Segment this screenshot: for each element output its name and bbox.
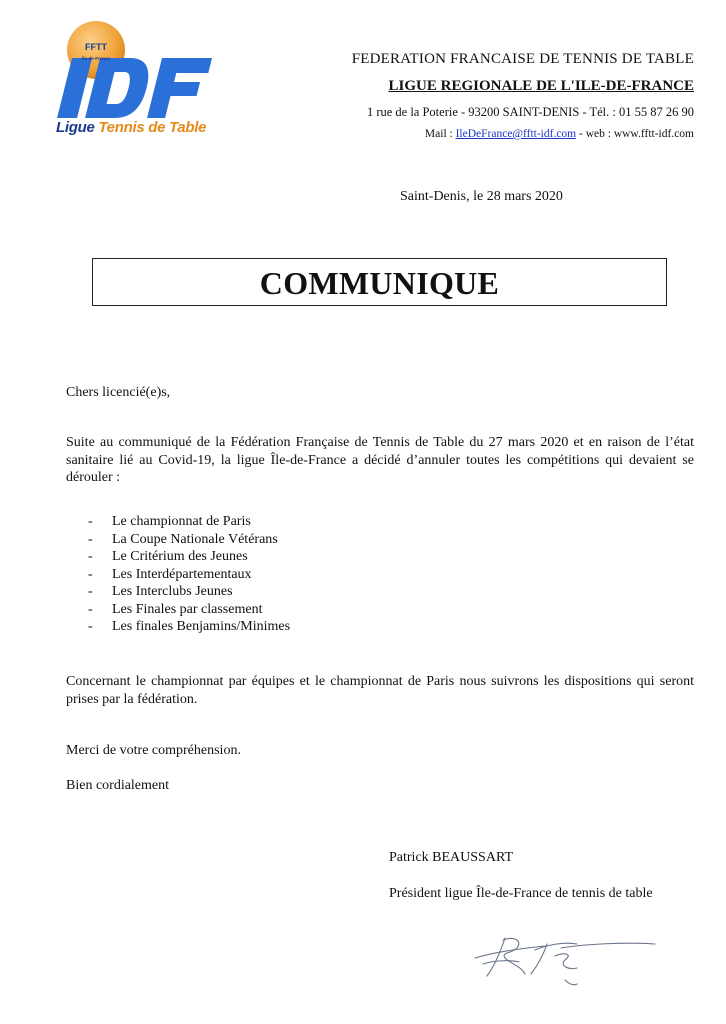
document-title: COMMUNIQUE (259, 265, 500, 301)
list-dash: - (88, 549, 93, 564)
list-item (88, 531, 290, 549)
web-text: - web : www.fftt-idf.com (576, 128, 694, 140)
title-box (92, 258, 667, 306)
paragraph-team-championship: Concernant le championnat par équipes et le championnat de Paris nous suivrons les dispositions qui seront prises par la fédération. (66, 674, 694, 707)
list-item-text: Les Interclubs Jeunes (112, 584, 233, 599)
list-dash: - (88, 566, 93, 582)
logo-caption-tennis: Tennis de Table (98, 119, 207, 136)
list-item (88, 513, 290, 531)
federation-name: FEDERATION FRANCAISE DE TENNIS DE TABLE (351, 51, 694, 67)
list-item-text: Le Critérium des Jeunes (112, 549, 248, 564)
badge-subtext: Île-de-France (81, 56, 111, 61)
list-item (88, 601, 290, 619)
greeting: Chers licencié(e)s, (66, 385, 171, 400)
closing-line: Bien cordialement (66, 778, 170, 793)
list-item-text: Les Interdépartementaux (112, 566, 252, 582)
list-dash: - (88, 531, 93, 547)
list-item-text: Les Finales par classement (112, 601, 263, 617)
cancelled-competitions-list (88, 513, 290, 636)
list-item (88, 548, 290, 566)
list-item (88, 566, 290, 584)
list-dash: - (88, 601, 93, 617)
address-line: 1 rue de la Poterie - 93200 SAINT-DENIS - Tél. : 01 55 87 26 90 (366, 105, 694, 119)
date-line: Saint-Denis, le 28 mars 2020 (400, 189, 563, 204)
thanks-line: Merci de votre compréhension. (66, 743, 241, 758)
list-item-text: Le championnat de Paris (112, 514, 251, 529)
list-item (88, 618, 290, 636)
list-item (88, 583, 290, 601)
signature-graphic (465, 930, 665, 990)
league-logo (52, 18, 252, 148)
list-item-text: La Coupe Nationale Vétérans (112, 531, 278, 547)
mail-label: Mail : (424, 128, 456, 140)
idf-letters (57, 58, 212, 118)
paragraph-announcement: Suite au communiqué de la Fédération Française de Tennis de Table du 27 mars 2020 et en raison de l’état sanitaire lié au Covid-19, la ligue Île-de-France a décidé d’annuler toutes les compétitions qui devaient se dérouler : (66, 435, 694, 485)
handwritten-signature (465, 930, 665, 990)
list-item-text: Les finales Benjamins/Minimes (112, 619, 291, 634)
badge-text: FFTT (85, 42, 107, 52)
league-name: LIGUE REGIONALE DE L'ILE-DE-FRANCE (388, 78, 694, 94)
letterhead (352, 50, 694, 141)
list-dash: - (88, 584, 93, 599)
contact-line (352, 127, 694, 141)
list-dash: - (88, 619, 93, 634)
list-dash: - (88, 514, 93, 529)
logo-caption (56, 119, 206, 136)
signer-title: Président ligue Île-de-France de tennis de table (389, 886, 653, 901)
signer-name: Patrick BEAUSSART (389, 850, 513, 865)
logo-caption-ligue: Ligue (56, 119, 95, 136)
mail-link[interactable]: IleDeFrance@fftt-idf.com (455, 128, 577, 140)
